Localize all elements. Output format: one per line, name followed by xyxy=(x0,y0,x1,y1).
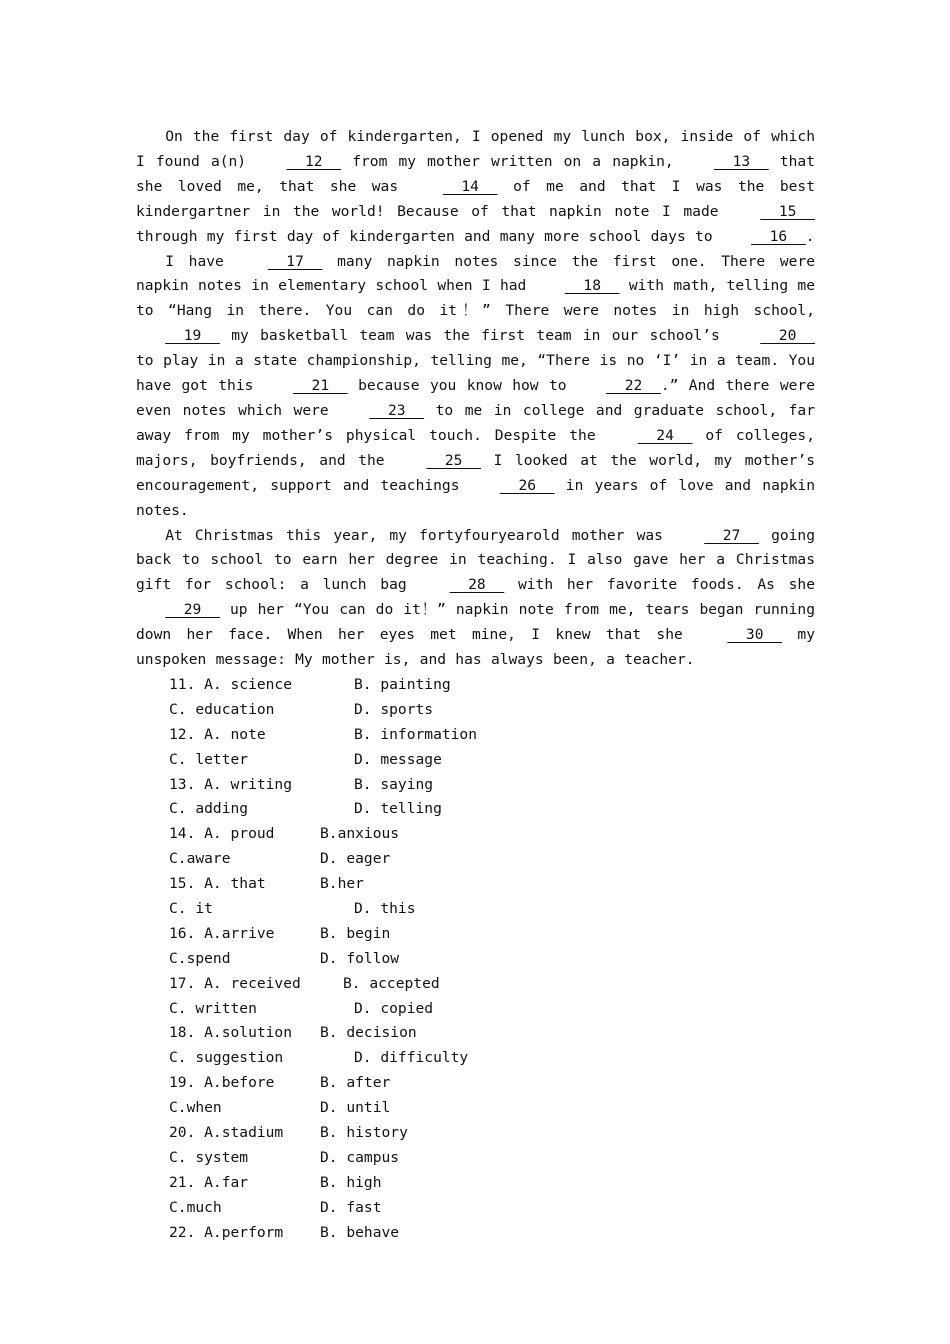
option-row xyxy=(169,1196,815,1221)
passage-text: .” And there were even notes which were xyxy=(136,377,815,419)
passage-text: in years of love and napkin notes. xyxy=(136,476,815,519)
option-left: 11. A. science xyxy=(169,675,293,693)
passage-text: to play in a state championship, telling me, “There is no ‘I’ in a team. You have got this xyxy=(136,352,815,395)
option-row xyxy=(169,1221,815,1246)
option-row xyxy=(169,922,815,947)
passage-text: At Christmas this year, my fortyfouryearold mother was xyxy=(165,526,676,544)
option-right: D. eager xyxy=(320,850,391,868)
option-row xyxy=(169,1021,815,1046)
option-right: B. begin xyxy=(320,924,391,942)
passage-text: because you know how to xyxy=(347,377,577,395)
option-left: C. written xyxy=(169,999,257,1017)
passage-paragraph-2 xyxy=(136,250,815,524)
blank-14[interactable]: 14 xyxy=(442,177,498,195)
option-left: C. letter xyxy=(169,750,249,768)
option-right: B. behave xyxy=(320,1223,400,1241)
option-row xyxy=(169,897,815,922)
option-left: C. it xyxy=(169,899,213,917)
blank-17[interactable]: 17 xyxy=(267,252,323,270)
option-right: D. copied xyxy=(354,999,434,1017)
option-right: B. information xyxy=(354,725,478,743)
option-row xyxy=(169,1096,815,1121)
passage-text: to me in college and graduate school, far away from my mother’s physical touch. Despite the xyxy=(136,401,815,444)
option-left: C.much xyxy=(169,1198,222,1216)
option-row xyxy=(169,797,815,822)
option-left: 12. A. note xyxy=(169,725,266,743)
passage-text: my basketball team was the first team in our school’s xyxy=(219,327,732,345)
blank-15[interactable]: 15 xyxy=(760,202,815,220)
blank-23[interactable]: 23 xyxy=(369,401,425,419)
passage-paragraph-3 xyxy=(136,524,815,673)
option-left: C. system xyxy=(169,1148,249,1166)
option-left: 20. A.stadium xyxy=(169,1123,284,1141)
passage-paragraph-1 xyxy=(136,125,815,250)
blank-18[interactable]: 18 xyxy=(564,277,620,295)
blank-25[interactable]: 25 xyxy=(426,451,482,469)
option-left: C.when xyxy=(169,1099,222,1117)
option-right: B.her xyxy=(320,875,364,893)
option-row xyxy=(169,847,815,872)
blank-30[interactable]: 30 xyxy=(727,626,783,644)
option-row xyxy=(169,1071,815,1096)
option-row xyxy=(169,1171,815,1196)
passage-text: . xyxy=(805,227,815,245)
option-left: 21. A.far xyxy=(169,1173,249,1191)
blank-21[interactable]: 21 xyxy=(292,377,348,395)
option-left: C.aware xyxy=(169,850,231,868)
option-row xyxy=(169,997,815,1022)
option-right: D. until xyxy=(320,1099,391,1117)
option-row xyxy=(169,698,815,723)
blank-24[interactable]: 24 xyxy=(637,426,693,444)
option-left: 16. A.arrive xyxy=(169,924,275,942)
passage-text: of colleges, majors, boyfriends, and the xyxy=(136,426,815,469)
answer-options-list xyxy=(169,673,815,1245)
option-right: B. saying xyxy=(354,775,434,793)
blank-27[interactable]: 27 xyxy=(704,526,759,544)
blank-16[interactable]: 16 xyxy=(751,227,806,245)
passage-text: that she loved me, that she was xyxy=(136,152,815,195)
passage-text: from my mother written on a napkin, xyxy=(341,152,685,170)
exam-document xyxy=(136,125,815,1245)
option-right: D. fast xyxy=(320,1198,382,1216)
passage-text: I have xyxy=(165,252,239,270)
option-right: D. sports xyxy=(354,700,434,718)
option-row xyxy=(169,1046,815,1071)
option-right: D. difficulty xyxy=(354,1049,469,1067)
passage-text: of me and that I was the best kindergartner in the world! Because of that napkin note I made xyxy=(136,177,815,220)
option-left: 18. A.solution xyxy=(169,1024,293,1042)
option-row xyxy=(169,748,815,773)
option-row xyxy=(169,822,815,847)
blank-12[interactable]: 12 xyxy=(286,152,342,170)
blank-26[interactable]: 26 xyxy=(499,476,555,494)
option-left: C.spend xyxy=(169,949,231,967)
option-left: 17. A. received xyxy=(169,974,301,992)
option-left: 15. A. that xyxy=(169,875,266,893)
option-right: D. message xyxy=(354,750,442,768)
option-right: D. this xyxy=(354,899,416,917)
blank-19[interactable]: 19 xyxy=(165,327,220,345)
blank-13[interactable]: 13 xyxy=(714,152,769,170)
option-left: 13. A. writing xyxy=(169,775,293,793)
option-row xyxy=(169,947,815,972)
option-left: 22. A.perform xyxy=(169,1223,284,1241)
option-right: B. painting xyxy=(354,675,451,693)
blank-28[interactable]: 28 xyxy=(449,576,505,594)
passage-text: On the first day of kindergarten, I opened my lunch box, inside of which I found a(n) xyxy=(136,128,815,170)
passage-text: through my first day of kindergarten and many more school days to xyxy=(136,227,722,245)
option-right: D. campus xyxy=(320,1148,400,1166)
option-left: 19. A.before xyxy=(169,1074,275,1092)
option-left: 14. A. proud xyxy=(169,825,275,843)
option-right: B. decision xyxy=(320,1024,417,1042)
option-row xyxy=(169,773,815,798)
passage-text: my unspoken message: My mother is, and has always been, a teacher. xyxy=(136,626,815,669)
option-row xyxy=(169,1146,815,1171)
passage-text: with math, telling me to “Hang in there. You can do it！” There were notes in high school, xyxy=(136,277,815,320)
option-left: C. suggestion xyxy=(169,1049,284,1067)
blank-20[interactable]: 20 xyxy=(760,327,815,345)
option-row xyxy=(169,872,815,897)
option-right: B. high xyxy=(320,1173,382,1191)
option-right: B. history xyxy=(320,1123,408,1141)
option-right: D. telling xyxy=(354,800,442,818)
cloze-passage xyxy=(136,125,815,673)
option-row xyxy=(169,972,815,997)
option-row xyxy=(169,723,815,748)
option-row xyxy=(169,673,815,698)
passage-text: with her favorite foods. As she xyxy=(504,576,815,594)
blank-29[interactable]: 29 xyxy=(165,601,220,619)
option-left: C. education xyxy=(169,700,275,718)
option-row xyxy=(169,1121,815,1146)
option-right: B. after xyxy=(320,1074,391,1092)
passage-text: up her “You can do it！” napkin note from me, tears began running down her face. When her eyes met mine, I knew that she xyxy=(136,601,815,644)
passage-text: many napkin notes since the first one. There were napkin notes in elementary school when I had xyxy=(136,252,815,295)
option-right: B.anxious xyxy=(320,825,400,843)
passage-text: I looked at the world, my mother’s encouragement, support and teachings xyxy=(136,451,815,494)
option-right: B. accepted xyxy=(343,974,440,992)
passage-text: going back to school to earn her degree in teaching. I also gave her a Christmas gift for school: a lunch bag xyxy=(136,526,815,594)
option-right: D. follow xyxy=(320,949,400,967)
blank-22[interactable]: 22 xyxy=(606,377,661,395)
option-left: C. adding xyxy=(169,800,249,818)
